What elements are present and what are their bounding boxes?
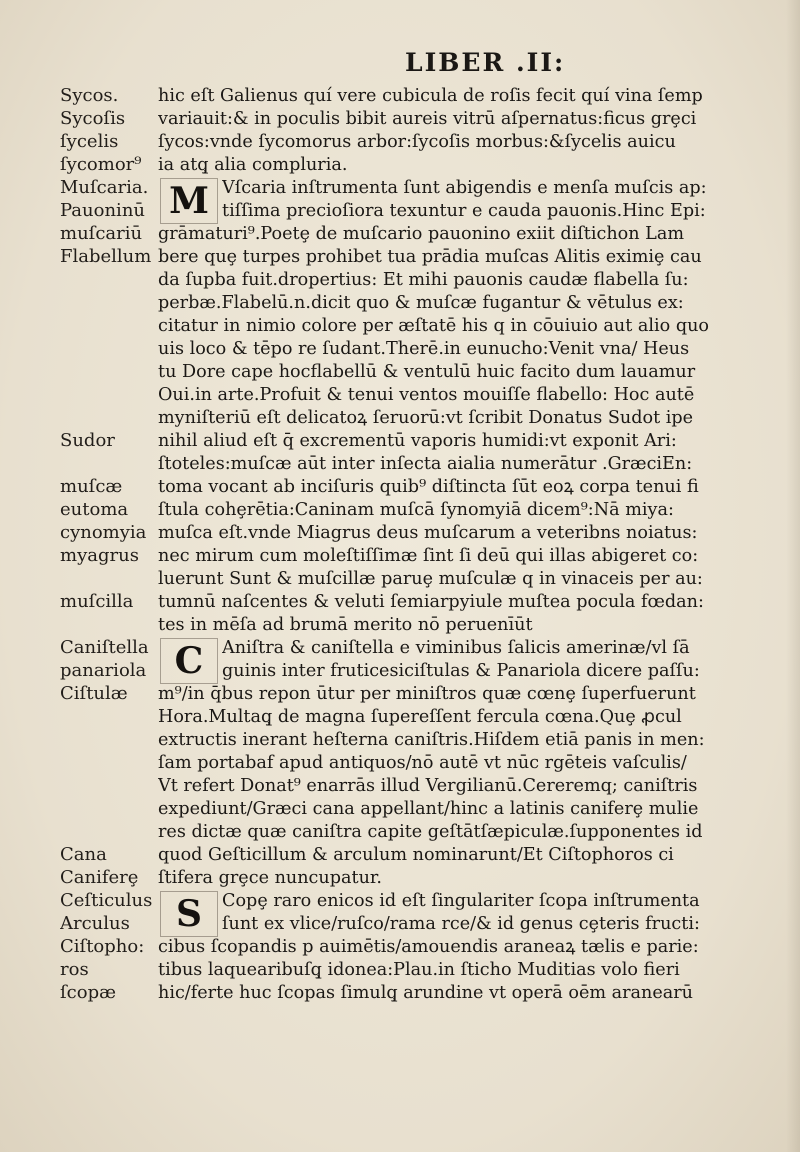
text-line: ſycos:vnde ſycomorus arbor:ſycoſis morbus:&ſycelis auicu <box>158 132 676 152</box>
margin-note: cynomyia <box>60 522 147 543</box>
text-line: Copȩ raro enicos id eſt ſingulariter ſcopa inſtrumenta <box>222 891 700 911</box>
margin-note: Sycoſis <box>60 108 126 129</box>
text-line: uis loco & tēpo re ſudant.Therē.in eunucho:Venit vna/ Heus <box>158 339 690 359</box>
text-line: ia atq̧ alia compluria. <box>158 155 348 175</box>
text-line: Vt refert Donat⁹ enarrās illud Vergilianū.Cereremq; caniſtris <box>158 776 698 796</box>
margin-note: Flabellum <box>60 246 152 267</box>
text-line: Aniſtra & caniſtella e viminibus ſalicis amerinæ/vl ſā <box>222 638 690 658</box>
text-line: expediunt/Græci cana appellant/hinc a latinis caniferȩ mulie <box>158 799 699 819</box>
text-line: da ſupba fuit.dropertius: Et mihi pauonis caudæ flabella ſu: <box>158 270 689 290</box>
margin-note: Pauoninū <box>60 200 145 221</box>
text-line: ſtoteles:muſcæ aūt inter inſecta aialia numerātur .GræciEn: <box>158 454 693 474</box>
text-line: ſam portabaf apud antiquos/nō autē vt nūc rgēteis vaſculis/ <box>158 753 687 773</box>
margin-note: muſcilla <box>60 591 134 612</box>
text-line: nec mirum cum moleſtiſſimæ ſint ſi deū qui illas abigeret co: <box>158 546 699 566</box>
drop-cap-initial: M <box>160 178 218 224</box>
margin-note: eutoma <box>60 499 129 520</box>
margin-note: Caniſtella <box>60 637 149 658</box>
text-line: perbæ.Flabelū.n.dicit quo & muſcæ fugantur & vētulus ex: <box>158 293 684 313</box>
margin-note: ſycomor⁹ <box>60 154 142 175</box>
margin-note: ros <box>60 959 89 980</box>
text-line: toma vocant ab inciſuris quib⁹ diſtincta ſūt eoꝝ corpa tenui fi <box>158 477 699 497</box>
text-line: tiſſima precioſiora texuntur e cauda pauonis.Hinc Epi: <box>222 201 706 221</box>
margin-note: Sudor <box>60 430 115 451</box>
drop-cap-initial: S <box>160 891 218 937</box>
text-line: variauit:& in poculis bibit aureis vitrū aſpernatus:ficus grȩci <box>158 109 697 129</box>
text-line: Vſcaria inſtrumenta ſunt abigendis e menſa muſcis ap: <box>222 178 707 198</box>
text-line: guinis inter fruticesiciſtulas & Panariola dicere paſſu: <box>222 661 700 681</box>
margin-note: Muſcaria. <box>60 177 149 198</box>
margin-note: Sycos. <box>60 85 119 106</box>
text-line: cibus ſcopandis p auimētis/amouendis araneaꝝ tælis e parie: <box>158 937 699 957</box>
text-line: muſca eſt.vnde Miagrus deus muſcarum a veteribns noiatus: <box>158 523 698 543</box>
text-line: grāmaturi⁹.Poetȩ de muſcario pauonino exiit diſtichon Lam <box>158 224 685 244</box>
text-line: hic eſt Galienus quí vere cubicula de roſis fecit quí vina ſemp <box>158 86 703 106</box>
text-line: hic/ferte huc ſcopas ſimulq̧ arundine vt operā oēm aranearū <box>158 983 694 1003</box>
text-line: res dictæ quæ caniſtra capite geſtātſæpiculæ.ſupponentes id <box>158 822 703 842</box>
margin-note: Ciſtopho: <box>60 936 145 957</box>
text-line: tumnū naſcentes & veluti ſemiarpyiule muſtea pocula fœdan: <box>158 592 704 612</box>
text-line: quod Geſticillum & arculum nominarunt/Et Ciſtophoros ci <box>158 845 674 865</box>
running-head: LIBER .II: <box>405 48 566 77</box>
text-line: citatur in nimio colore per æſtatē his q in cōuiuio aut alio quo <box>158 316 710 336</box>
margin-note: ſcopæ <box>60 982 117 1003</box>
margin-note: Caniferȩ <box>60 867 139 888</box>
margin-note: myagrus <box>60 545 139 566</box>
text-line: tibus laquearibuſq̧ idonea:Plau.in ſticho Muditias volo fieri <box>158 960 680 980</box>
text-line: Oui.in arte.Profuit & tenui ventos mouiſſe flabello: Hoc autē <box>158 385 695 405</box>
text-line: extructis inerant heſterna caniſtris.Hiſdem etiā panis in men: <box>158 730 705 750</box>
margin-note: Arculus <box>60 913 130 934</box>
margin-note: Cana <box>60 844 107 865</box>
text-line: ſunt ex vlice/ruſco/rama rce/& id genus cȩteris fructi: <box>222 914 700 934</box>
text-line: nihil aliud eſt q̄ excrementū vaporis humidi:vt exponit Ari: <box>158 431 677 451</box>
margin-note: muſcariū <box>60 223 143 244</box>
text-line: m⁹/in q̄bus repon ūtur per miniſtros quæ cœnȩ ſuperfuerunt <box>158 684 696 704</box>
margin-note: ſycelis <box>60 131 119 152</box>
margin-note: Ceſticulus <box>60 890 153 911</box>
text-line: myniſteriū eſt delicatoꝝ ſeruorū:vt ſcribit Donatus Sudot ipe <box>158 408 694 428</box>
margin-note: muſcæ <box>60 476 123 497</box>
text-line: luerunt Sunt & muſcillæ paruȩ muſculæ q in vinaceis per au: <box>158 569 703 589</box>
text-line: tu Dore cape hocflabellū & ventulū huic facito dum lauamur <box>158 362 696 382</box>
text-line: tes in mēſa ad brumā merito nō peruenīūt <box>158 615 533 635</box>
drop-cap-initial: C <box>160 638 218 684</box>
margin-note: Ciſtulæ <box>60 683 128 704</box>
text-line: ſtifera grȩce nuncupatur. <box>158 868 382 888</box>
text-line: Hora.Multaq̧ de magna ſupereſſent fercula cœna.Quȩ ꝓcul <box>158 707 682 727</box>
margin-note: panariola <box>60 660 147 681</box>
text-line: ſtula cohȩrētia:Caninam muſcā ſynomyiā dicem⁹:Nā miya: <box>158 500 674 520</box>
text-line: bere quȩ turpes prohibet tua prādia muſcas Alitis eximiȩ cau <box>158 247 702 267</box>
